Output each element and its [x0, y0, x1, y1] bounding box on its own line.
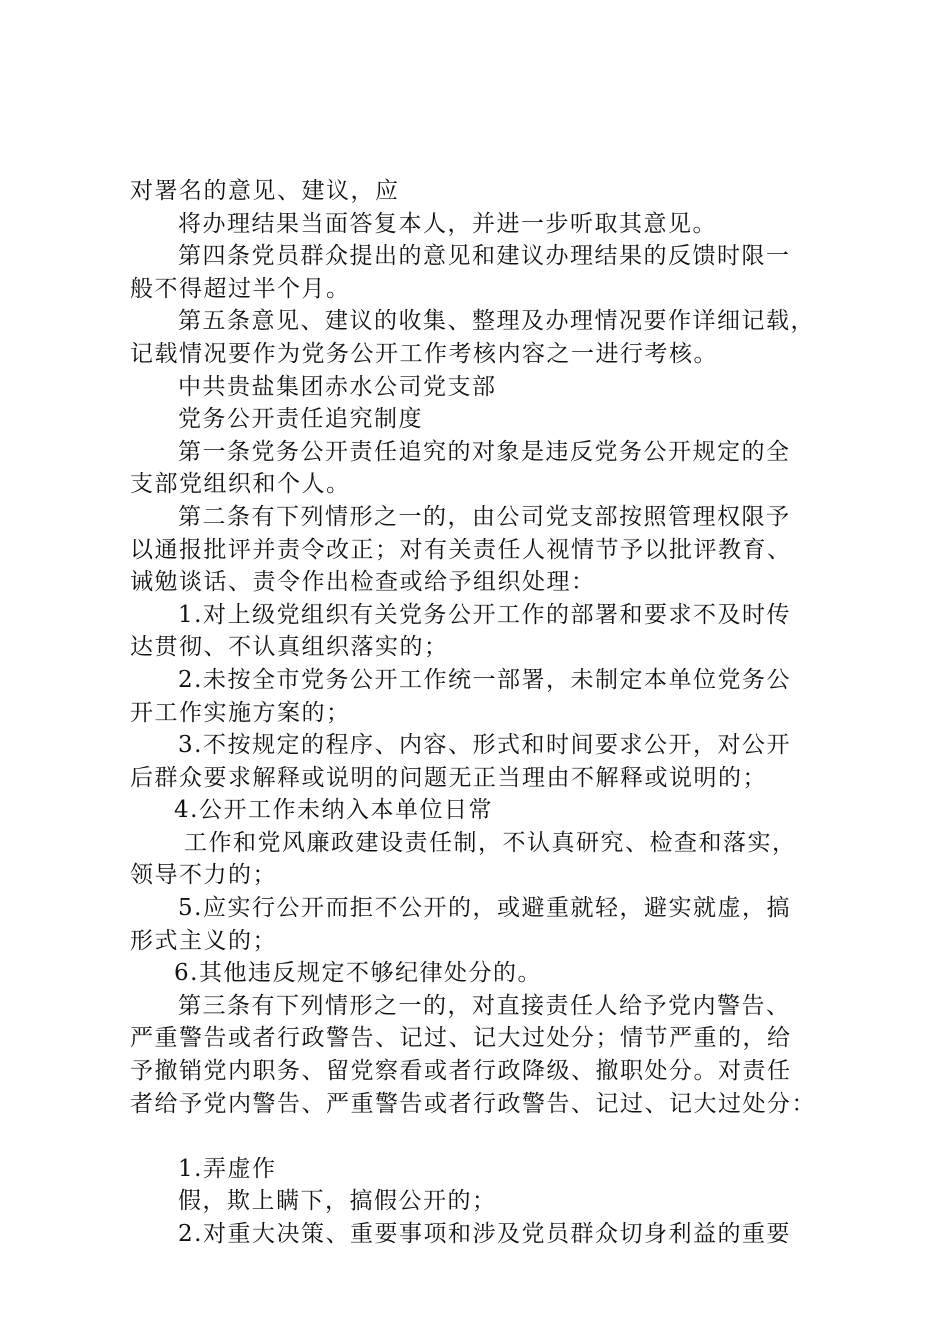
text-line: 开工作实施方案的；	[130, 699, 351, 726]
list-item: 2.对重大决策、重要事项和涉及党员群众切身利益的重要	[178, 1221, 791, 1247]
text-line: 领导不力的；	[130, 862, 277, 889]
text-line: 第一条党务公开责任追究的对象是违反党务公开规定的全	[178, 438, 791, 465]
text-line: 工作和党风廉政建设责任制，不认真研究、检查和落实，	[184, 829, 797, 856]
text-line: 对署名的意见、建议，应	[130, 178, 400, 204]
list-item: 3.不按规定的程序、内容、形式和时间要求公开，对公开	[178, 732, 791, 759]
text-line: 记载情况要作为党务公开工作考核内容之一进行考核。	[130, 340, 718, 367]
text-line: 予撤销党内职务、留党察看或者行政降级、撤职处分。对责任	[130, 1058, 792, 1085]
text-line: 后群众要求解释或说明的问题无正当理由不解释或说明的；	[130, 764, 767, 791]
text-line: 严重警告或者行政警告、记过、记大过处分；情节严重的，给	[130, 1025, 792, 1052]
text-line: 以通报批评并责令改正；对有关责任人视情节予以批评教育、	[130, 536, 792, 563]
text-line: 假，欺上瞒下，搞假公开的；	[178, 1188, 497, 1215]
text-line: 第二条有下列情形之一的，由公司党支部按照管理权限予	[178, 503, 791, 530]
list-item: 1.弄虚作	[178, 1155, 277, 1182]
document-body	[130, 175, 830, 1251]
list-item: 6.其他违反规定不够纪律处分的。	[174, 960, 542, 987]
blank-line	[130, 1120, 830, 1153]
text-line: 将办理结果当面答复本人，并进一步听取其意见。	[178, 210, 717, 237]
text-line: 形式主义的；	[130, 927, 277, 954]
text-line: 达贯彻、不认真组织落实的；	[130, 634, 449, 661]
text-line: 第三条有下列情形之一的，对直接责任人给予党内警告、	[178, 992, 791, 1019]
section-title: 党务公开责任追究制度	[178, 406, 423, 433]
list-item: 1.对上级党组织有关党务公开工作的部署和要求不及时传	[178, 601, 791, 628]
organization-name: 中共贵盐集团赤水公司党支部	[178, 373, 497, 400]
text-line: 者给予党内警告、严重警告或者行政警告、记过、记大过处分：	[130, 1090, 816, 1117]
text-line: 诫勉谈话、责令作出检查或给予组织处理：	[130, 569, 596, 596]
list-item: 2.未按全市党务公开工作统一部署，未制定本单位党务公	[178, 666, 791, 693]
text-line: 支部党组织和个人。	[130, 471, 351, 498]
text-line: 般不得超过半个月。	[130, 275, 351, 302]
list-item: 4.公开工作未纳入本单位日常	[174, 797, 493, 824]
text-line: 第四条党员群众提出的意见和建议办理结果的反馈时限一	[178, 243, 791, 270]
list-item: 5.应实行公开而拒不公开的，或避重就轻，避实就虚，搞	[178, 895, 791, 922]
text-line: 第五条意见、建议的收集、整理及办理情况要作详细记载，	[178, 308, 815, 335]
